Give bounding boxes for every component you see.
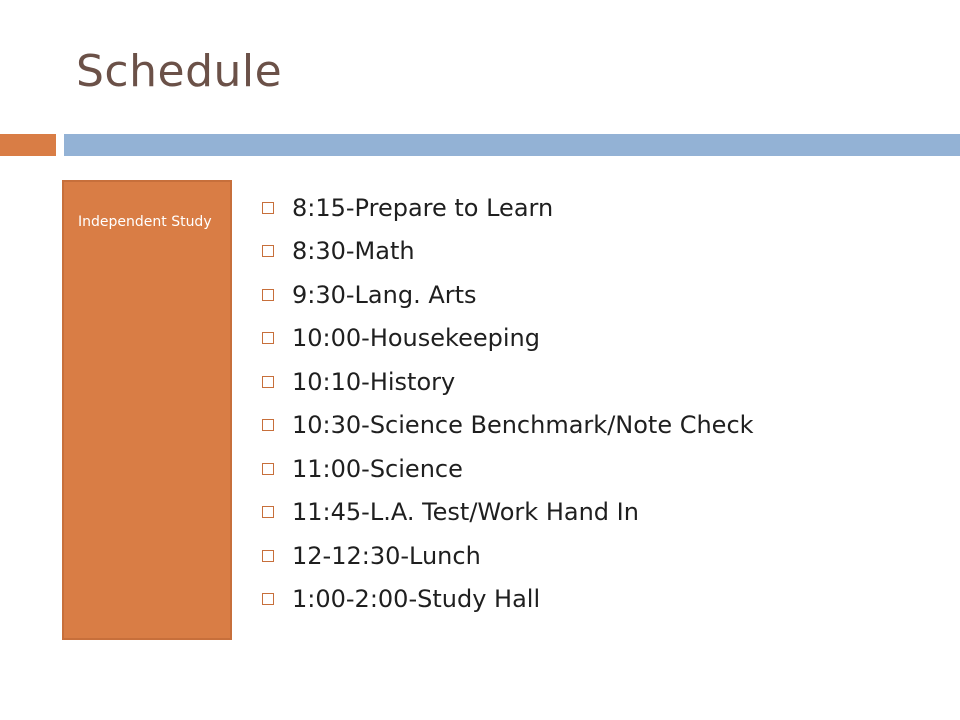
schedule-item-text: 12-12:30-Lunch: [292, 541, 481, 570]
schedule-item: [262, 317, 754, 361]
square-bullet-icon: [262, 506, 274, 518]
side-panel: [62, 180, 232, 640]
square-bullet-icon: [262, 245, 274, 257]
schedule-item: [262, 447, 754, 491]
schedule-item: [262, 360, 754, 404]
schedule-item: [262, 273, 754, 317]
side-panel-label: Independent Study: [78, 214, 212, 230]
slide-title: Schedule: [76, 46, 283, 97]
square-bullet-icon: [262, 550, 274, 562]
schedule-item-text: 10:30-Science Benchmark/Note Check: [292, 411, 754, 440]
square-bullet-icon: [262, 202, 274, 214]
square-bullet-icon: [262, 463, 274, 475]
schedule-item-text: 10:10-History: [292, 367, 456, 396]
title-rule-accent: [0, 134, 56, 156]
schedule-item-text: 10:00-Housekeeping: [292, 324, 540, 353]
schedule-item: [262, 404, 754, 448]
schedule-item: [262, 186, 754, 230]
square-bullet-icon: [262, 419, 274, 431]
title-rule-bar: [64, 134, 960, 156]
square-bullet-icon: [262, 593, 274, 605]
schedule-item-text: 8:30-Math: [292, 237, 415, 266]
square-bullet-icon: [262, 289, 274, 301]
schedule-item-text: 1:00-2:00-Study Hall: [292, 585, 541, 614]
square-bullet-icon: [262, 376, 274, 388]
schedule-list: [262, 186, 754, 621]
schedule-item: [262, 578, 754, 622]
schedule-item-text: 11:00-Science: [292, 454, 463, 483]
schedule-item: [262, 491, 754, 535]
schedule-item-text: 11:45-L.A. Test/Work Hand In: [292, 498, 639, 527]
schedule-item-text: 9:30-Lang. Arts: [292, 280, 477, 309]
square-bullet-icon: [262, 332, 274, 344]
schedule-item: [262, 230, 754, 274]
schedule-item-text: 8:15-Prepare to Learn: [292, 193, 554, 222]
schedule-item: [262, 534, 754, 578]
